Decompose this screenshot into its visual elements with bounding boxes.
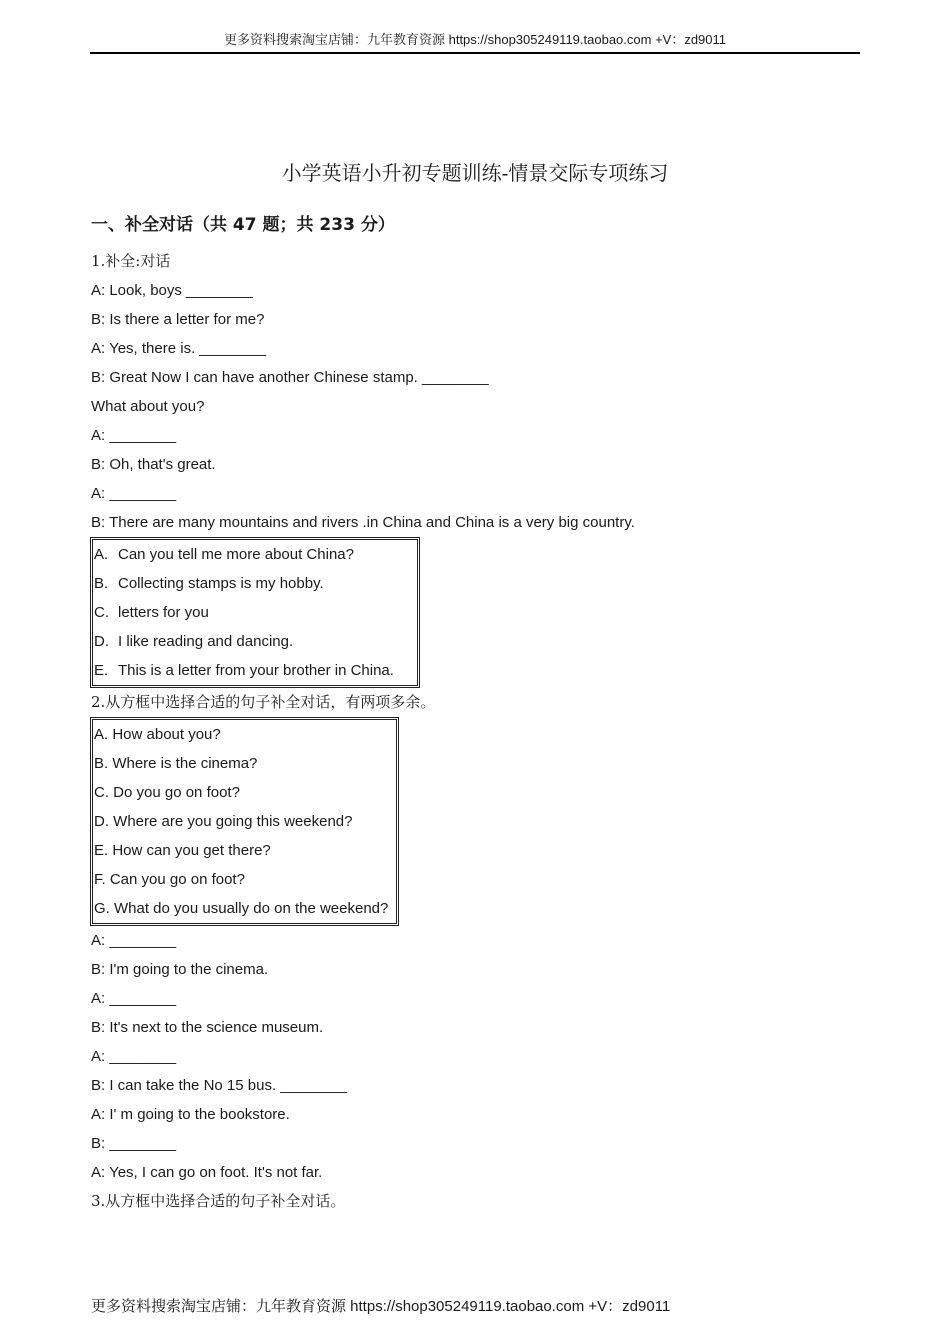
dialogue-line: B: There are many mountains and rivers .in China and China is a very big country. bbox=[91, 514, 635, 531]
option-letter: B. bbox=[94, 575, 109, 592]
option-item bbox=[93, 569, 415, 598]
dialogue-line: B: Oh, that's great. bbox=[91, 456, 216, 473]
dialogue-line: A: Look, boys ________ bbox=[91, 282, 253, 299]
question-2-options-box bbox=[90, 717, 399, 926]
option-item: G. What do you usually do on the weekend? bbox=[94, 900, 389, 917]
dialogue-line: A: Yes, there is. ________ bbox=[91, 340, 267, 357]
dialogue-line: B: ________ bbox=[91, 1135, 177, 1152]
document-body bbox=[91, 247, 871, 1216]
page-footer bbox=[91, 1296, 670, 1318]
dialogue-line: A: Yes, I can go on foot. It's not far. bbox=[91, 1164, 323, 1181]
dialogue-line: B: I can take the No 15 bus. ________ bbox=[91, 1077, 348, 1094]
dialogue-line: A: ________ bbox=[91, 427, 177, 444]
option-item: C. Do you go on foot? bbox=[94, 784, 240, 801]
dialogue-line: B: I'm going to the cinema. bbox=[91, 961, 269, 978]
dialogue-line: What about you? bbox=[91, 398, 205, 415]
header-text: 更多资料搜索淘宝店铺：九年教育资源 https://shop305249119.taobao.com +V：zd9011 bbox=[223, 32, 727, 47]
dialogue-line: B: Great Now I can have another Chinese stamp. ________ bbox=[91, 369, 489, 386]
option-text: This is a letter from your brother in China. bbox=[118, 662, 394, 679]
option-item bbox=[93, 598, 415, 627]
document-title: 小学英语小升初专题训练-情景交际专项练习 bbox=[281, 161, 669, 185]
question-2-prompt: 2.从方框中选择合适的句子补全对话，有两项多余。 bbox=[91, 693, 436, 711]
option-letter: C. bbox=[94, 604, 109, 621]
dialogue-line: A: ________ bbox=[91, 1048, 177, 1065]
option-text: Can you tell me more about China? bbox=[118, 546, 354, 563]
option-text: Collecting stamps is my hobby. bbox=[118, 575, 324, 592]
dialogue-line: A: ________ bbox=[91, 485, 177, 502]
option-letter: E. bbox=[94, 662, 109, 679]
option-text: letters for you bbox=[118, 604, 209, 621]
section-heading: 一、补全对话（共 47 题；共 233 分） bbox=[91, 215, 395, 235]
question-3-prompt: 3.从方框中选择合适的句子补全对话。 bbox=[91, 1192, 346, 1210]
option-item: A. How about you? bbox=[94, 726, 221, 743]
dialogue-line: A: ________ bbox=[91, 990, 177, 1007]
dialogue-line: B: It's next to the science museum. bbox=[91, 1019, 324, 1036]
option-item: E. How can you get there? bbox=[94, 842, 271, 859]
option-letter: A. bbox=[94, 546, 109, 563]
option-item: F. Can you go on foot? bbox=[94, 871, 245, 888]
footer-text: 更多资料搜索淘宝店铺：九年教育资源 https://shop305249119.taobao.com +V：zd9011 bbox=[91, 1298, 671, 1315]
option-item: B. Where is the cinema? bbox=[94, 755, 258, 772]
page-header bbox=[90, 30, 860, 54]
option-item bbox=[93, 540, 415, 569]
option-text: I like reading and dancing. bbox=[118, 633, 294, 650]
question-1-prompt: 1.补全:对话 bbox=[91, 252, 171, 270]
dialogue-line: A: I' m going to the bookstore. bbox=[91, 1106, 290, 1123]
question-1-options-box bbox=[90, 537, 420, 688]
option-letter: D. bbox=[94, 633, 109, 650]
option-item bbox=[93, 627, 415, 656]
dialogue-line: A: ________ bbox=[91, 932, 177, 949]
dialogue-line: B: Is there a letter for me? bbox=[91, 311, 265, 328]
option-item: D. Where are you going this weekend? bbox=[94, 813, 353, 830]
option-item bbox=[93, 656, 415, 685]
